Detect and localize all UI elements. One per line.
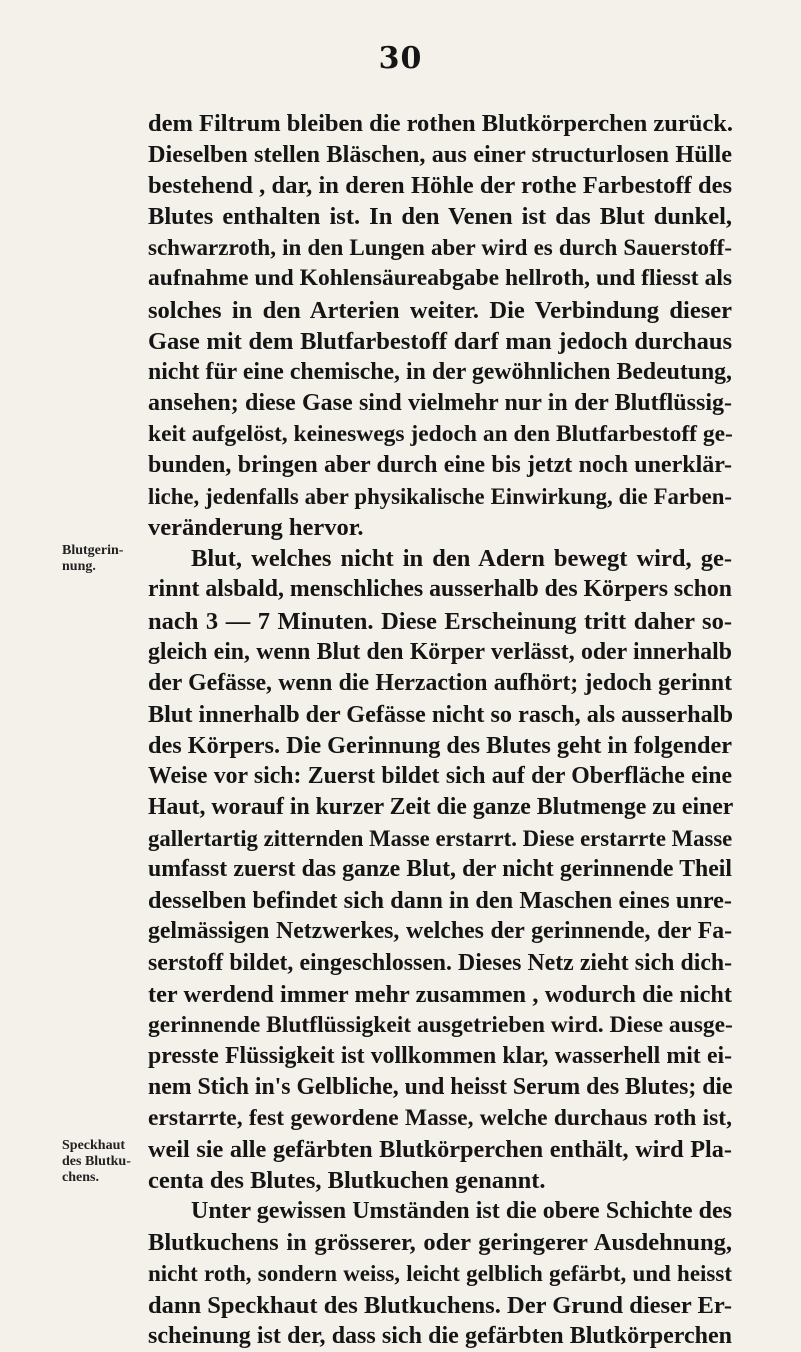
text-line: gelmässigen Netzwerkes, welches der gerinnende, der Fa-: [148, 918, 732, 945]
page-number: 30: [378, 41, 423, 76]
text-line: scheinung ist der, dass sich die gefärbten Blutkörperchen: [148, 1322, 732, 1349]
text-line: gerinnende Blutflüssigkeit ausgetrieben wird. Diese ausge-: [148, 1011, 733, 1038]
text-line: Gase mit dem Blutfarbestoff darf man jedoch durchaus: [148, 327, 732, 355]
text-line: bunden, bringen aber durch eine bis jetzt noch unerklär-: [148, 452, 732, 479]
text-line: nach 3 — 7 Minuten. Diese Erscheinung tritt daher so-: [148, 607, 732, 635]
text-line: ter werdend immer mehr zusammen , wodurch die nicht: [148, 980, 732, 1008]
text-line: desselben befindet sich dann in den Maschen eines unre-: [148, 887, 732, 915]
text-line: Blut, welches nicht in den Adern bewegt wird, ge-: [191, 545, 732, 573]
text-line: schwarzroth, in den Lungen aber wird es durch Sauerstoff-: [148, 235, 732, 261]
margin-note-blutgerinnung: [62, 543, 146, 575]
margin-note-speckhaut: [62, 1138, 146, 1186]
text-line: dem Filtrum bleiben die rothen Blutkörperchen zurück.: [148, 110, 734, 137]
text-line: nicht für eine chemische, in der gewöhnlichen Bedeutung,: [148, 358, 732, 385]
text-line: bestehend , dar, in deren Höhle der rothe Farbestoff des: [148, 172, 732, 200]
text-line: Dieselben stellen Bläschen, aus einer structurlosen Hülle: [148, 141, 732, 169]
margin-note-line: Blutgerin-: [62, 543, 124, 558]
margin-note-line: chens.: [62, 1170, 99, 1185]
text-line: aufnahme und Kohlensäureabgabe hellroth, und fliesst als: [148, 265, 732, 292]
text-line: Blutes enthalten ist. In den Venen ist das Blut dunkel,: [148, 203, 732, 231]
text-line: nicht roth, sondern weiss, leicht gelblich gefärbt, und heisst: [148, 1261, 732, 1287]
text-line: rinnt alsbald, menschliches ausserhalb des Körpers schon: [148, 576, 732, 603]
text-line: Blut innerhalb der Gefässe nicht so rasch, als ausserhalb: [148, 700, 733, 728]
margin-note-line: des Blutku-: [62, 1154, 131, 1169]
text-line: Unter gewissen Umständen ist die obere Schichte des: [191, 1198, 732, 1225]
text-line: Blutkuchens in grösserer, oder geringerer Ausdehnung,: [148, 1229, 732, 1257]
text-line: presste Flüssigkeit ist vollkommen klar, wasserhell mit ei-: [148, 1042, 732, 1069]
text-line: erstarrte, fest gewordene Masse, welche durchaus roth ist,: [148, 1105, 732, 1131]
margin-note-line: nung.: [62, 559, 96, 574]
text-line: weil sie alle gefärbten Blutkörperchen enthält, wird Pla-: [148, 1136, 732, 1164]
text-line: Weise vor sich: Zuerst bildet sich auf der Oberfläche eine: [148, 762, 732, 789]
text-line: serstoff bildet, eingeschlossen. Dieses Netz zieht sich dich-: [148, 949, 732, 976]
text-line: ansehen; diese Gase sind vielmehr nur in der Blutflüssig-: [148, 389, 732, 416]
text-line: des Körpers. Die Gerinnung des Blutes geht in folgender: [148, 731, 733, 759]
text-line: gallertartig zitternden Masse erstarrt. Diese erstarrte Masse: [148, 826, 733, 852]
margin-note-line: Speckhaut: [62, 1138, 126, 1153]
text-line: der Gefässe, wenn die Herzaction aufhört; jedoch gerinnt: [148, 669, 732, 696]
text-line: solches in den Arterien weiter. Die Verbindung dieser: [148, 296, 732, 324]
paragraph: [148, 543, 732, 1196]
page-body-text: [148, 108, 732, 1352]
text-line: keit aufgelöst, keineswegs jedoch an den Blutfarbestoff ge-: [148, 420, 733, 447]
text-line: veränderung hervor.: [148, 514, 364, 542]
text-line: umfasst zuerst das ganze Blut, der nicht gerinnende Theil: [148, 856, 732, 883]
paragraph: [148, 1196, 732, 1351]
text-line: nem Stich in's Gelbliche, und heisst Serum des Blutes; die: [148, 1073, 733, 1100]
paragraph: [148, 108, 732, 543]
text-line: liche, jedenfalls aber physikalische Einwirkung, die Farben-: [148, 484, 732, 510]
text-line: gleich ein, wenn Blut den Körper verlässt, oder innerhalb: [148, 638, 732, 665]
text-line: centa des Blutes, Blutkuchen genannt.: [148, 1167, 546, 1195]
text-line: dann Speckhaut des Blutkuchens. Der Grund dieser Er-: [148, 1291, 732, 1319]
text-line: Haut, worauf in kurzer Zeit die ganze Blutmenge zu einer: [148, 794, 734, 821]
